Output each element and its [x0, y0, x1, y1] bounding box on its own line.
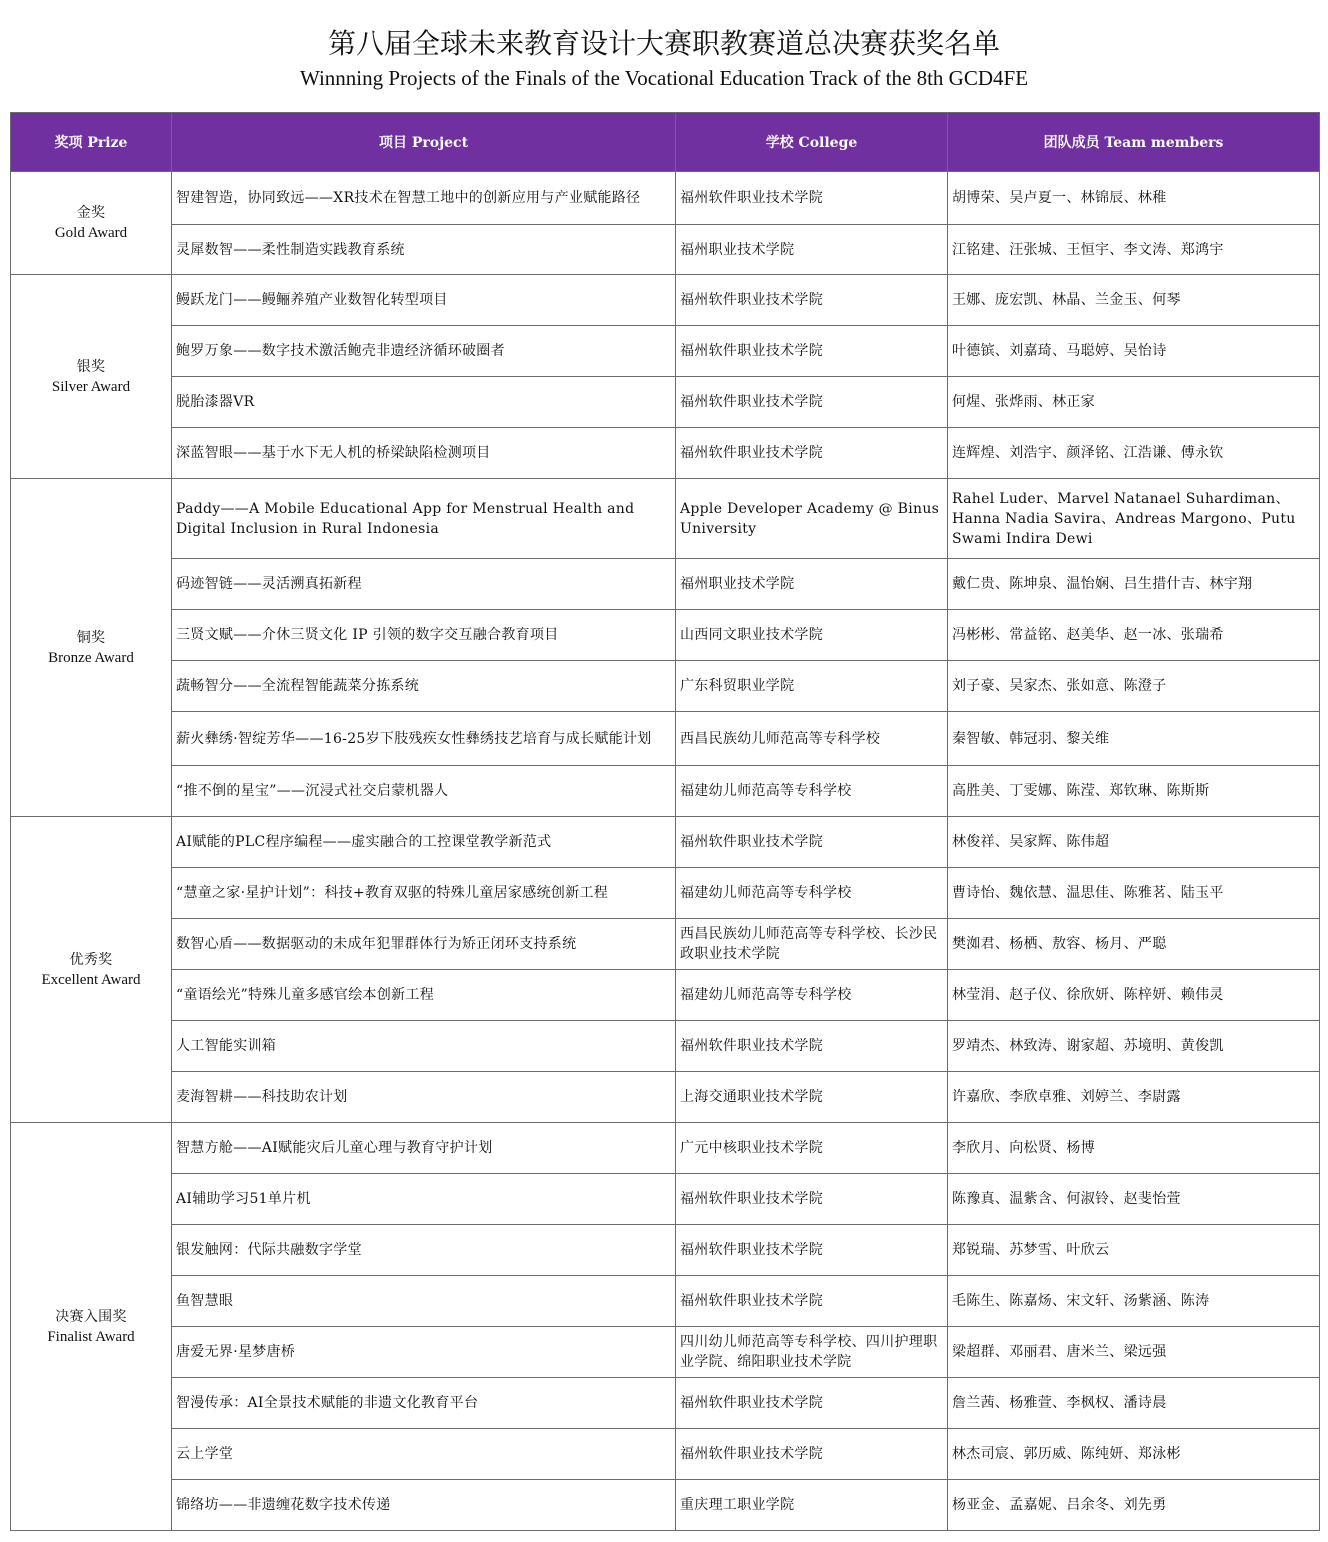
members-cell: 曹诗怡、魏依慧、温思佳、陈雅茗、陆玉平 — [948, 868, 1320, 919]
table-row — [11, 326, 1320, 377]
project-cell: 灵犀数智——柔性制造实践教育系统 — [172, 225, 676, 275]
college-cell: 西昌民族幼儿师范高等专科学校 — [676, 712, 948, 766]
project-cell: 智漫传承：AI全景技术赋能的非遗文化教育平台 — [172, 1378, 676, 1429]
header-row — [11, 113, 1320, 172]
prize-name-en: Silver Award — [51, 378, 131, 395]
college-cell: 重庆理工职业学院 — [676, 1480, 948, 1531]
table-row — [11, 377, 1320, 428]
table-row — [11, 712, 1320, 766]
table-row — [11, 610, 1320, 661]
college-cell: 福建幼儿师范高等专科学校 — [676, 766, 948, 817]
table-row — [11, 172, 1320, 225]
table-row — [11, 1378, 1320, 1429]
college-cell: 福州软件职业技术学院 — [676, 377, 948, 428]
table-row — [11, 661, 1320, 712]
table-row — [11, 766, 1320, 817]
project-cell: 银发触网：代际共融数字学堂 — [172, 1225, 676, 1276]
members-cell: 胡博荣、吴卢夏一、林锦辰、林稚 — [948, 172, 1320, 225]
project-cell: 人工智能实训箱 — [172, 1021, 676, 1072]
prize-name-zh: 铜奖 — [76, 629, 106, 646]
header-college: 学校 College — [676, 113, 948, 172]
members-cell: Rahel Luder、Marvel Natanael Suhardiman、Hanna Nadia Savira、Andreas Margono、Putu Swami Indira Dewi — [948, 479, 1320, 559]
awards-table — [10, 112, 1320, 1531]
project-cell: 唐爱无界·星梦唐桥 — [172, 1327, 676, 1378]
college-cell: 四川幼儿师范高等专科学校、四川护理职业学院、绵阳职业技术学院 — [676, 1327, 948, 1378]
header-project: 项目 Project — [172, 113, 676, 172]
header-prize: 奖项 Prize — [11, 113, 172, 172]
members-cell: 江铭建、汪张城、王恒宇、李文涛、郑鸿宇 — [948, 225, 1320, 275]
college-cell: 福州软件职业技术学院 — [676, 1378, 948, 1429]
members-cell: 毛陈生、陈嘉炀、宋文轩、汤紫涵、陈涛 — [948, 1276, 1320, 1327]
prize-name-zh: 决赛入围奖 — [55, 1308, 127, 1325]
table-row — [11, 1174, 1320, 1225]
members-cell: 李欣月、向松贤、杨博 — [948, 1123, 1320, 1174]
table-row — [11, 275, 1320, 326]
project-cell: AI辅助学习51单片机 — [172, 1174, 676, 1225]
college-cell: 上海交通职业技术学院 — [676, 1072, 948, 1123]
college-cell: 福州软件职业技术学院 — [676, 428, 948, 479]
members-cell: 林莹涓、赵子仪、徐欣妍、陈梓妍、赖伟灵 — [948, 970, 1320, 1021]
project-cell: 智建智造，协同致远——XR技术在智慧工地中的创新应用与产业赋能路径 — [172, 172, 676, 225]
project-cell: AI赋能的PLC程序编程——虚实融合的工控课堂教学新范式 — [172, 817, 676, 868]
college-cell: 福州职业技术学院 — [676, 225, 948, 275]
header-members: 团队成员 Team members — [948, 113, 1320, 172]
college-cell: 福州软件职业技术学院 — [676, 817, 948, 868]
members-cell: 林杰司宸、郭历威、陈纯妍、郑泳彬 — [948, 1429, 1320, 1480]
table-row — [11, 225, 1320, 275]
table-row — [11, 1021, 1320, 1072]
project-cell: 薪火彝绣·智绽芳华——16-25岁下肢残疾女性彝绣技艺培育与成长赋能计划 — [172, 712, 676, 766]
members-cell: 林俊祥、吴家辉、陈伟超 — [948, 817, 1320, 868]
college-cell: 西昌民族幼儿师范高等专科学校、长沙民政职业技术学院 — [676, 919, 948, 970]
members-cell: 罗靖杰、林致涛、谢家超、苏境明、黄俊凯 — [948, 1021, 1320, 1072]
project-cell: 鲍罗万象——数字技术激活鲍壳非遗经济循环破圈者 — [172, 326, 676, 377]
prize-cell — [11, 817, 172, 1123]
table-row — [11, 919, 1320, 970]
college-cell: 福州软件职业技术学院 — [676, 275, 948, 326]
project-cell: “慧童之家·星护计划”：科技+教育双驱的特殊儿童居家感统创新工程 — [172, 868, 676, 919]
prize-cell — [11, 172, 172, 275]
table-row — [11, 1276, 1320, 1327]
table-row — [11, 1072, 1320, 1123]
college-cell: 福州软件职业技术学院 — [676, 1021, 948, 1072]
project-cell: 智慧方舱——AI赋能灾后儿童心理与教育守护计划 — [172, 1123, 676, 1174]
prize-cell — [11, 479, 172, 817]
table-row — [11, 1123, 1320, 1174]
project-cell: 数智心盾——数据驱动的未成年犯罪群体行为矫正闭环支持系统 — [172, 919, 676, 970]
project-cell: 深蓝智眼——基于水下无人机的桥梁缺陷检测项目 — [172, 428, 676, 479]
members-cell: 许嘉欣、李欣卓雅、刘婷兰、李尉露 — [948, 1072, 1320, 1123]
college-cell: 广元中核职业技术学院 — [676, 1123, 948, 1174]
table-row — [11, 1225, 1320, 1276]
table-row — [11, 817, 1320, 868]
members-cell: 高胜美、丁雯娜、陈滢、郑钦琳、陈斯斯 — [948, 766, 1320, 817]
college-cell: 福州软件职业技术学院 — [676, 1174, 948, 1225]
project-cell: “推不倒的星宝”——沉浸式社交启蒙机器人 — [172, 766, 676, 817]
prize-cell — [11, 1123, 172, 1531]
members-cell: 叶德镔、刘嘉琦、马聪婷、吴怡诗 — [948, 326, 1320, 377]
prize-name-en: Gold Award — [54, 225, 128, 241]
college-cell: 福州软件职业技术学院 — [676, 326, 948, 377]
table-header — [11, 113, 1320, 172]
college-cell: 福州软件职业技术学院 — [676, 1225, 948, 1276]
members-cell: 秦智敏、韩冠羽、黎关维 — [948, 712, 1320, 766]
table-row — [11, 1327, 1320, 1378]
members-cell: 杨亚金、孟嘉妮、吕余冬、刘先勇 — [948, 1480, 1320, 1531]
members-cell: 冯彬彬、常益铭、赵美华、赵一冰、张瑞希 — [948, 610, 1320, 661]
project-cell: 蔬畅智分——全流程智能蔬菜分拣系统 — [172, 661, 676, 712]
project-cell: 鱼智慧眼 — [172, 1276, 676, 1327]
college-cell: 福州软件职业技术学院 — [676, 1429, 948, 1480]
prize-name-en: Excellent Award — [41, 971, 141, 988]
table-row — [11, 559, 1320, 610]
college-cell: 福建幼儿师范高等专科学校 — [676, 970, 948, 1021]
prize-name-zh: 金奖 — [76, 205, 106, 221]
members-cell: 何煋、张烨雨、林正家 — [948, 377, 1320, 428]
prize-name-en: Finalist Award — [47, 1328, 135, 1345]
project-cell: Paddy——A Mobile Educational App for Menstrual Health and Digital Inclusion in Rural Indonesia — [172, 479, 676, 559]
college-cell: 福州软件职业技术学院 — [676, 1276, 948, 1327]
college-cell: 广东科贸职业学院 — [676, 661, 948, 712]
table-row — [11, 428, 1320, 479]
table-row — [11, 1429, 1320, 1480]
prize-cell — [11, 275, 172, 479]
table-row — [11, 868, 1320, 919]
members-cell: 戴仁贵、陈坤泉、温怡娴、吕生措什吉、林宇翔 — [948, 559, 1320, 610]
page-subtitle: Winnning Projects of the Finals of the Vocational Education Track of the 8th GCD4FE — [299, 66, 1029, 90]
members-cell: 梁超群、邓丽君、唐米兰、梁远强 — [948, 1327, 1320, 1378]
project-cell: 鳗跃龙门——鳗鲡养殖产业数智化转型项目 — [172, 275, 676, 326]
page-title: 第八届全球未来教育设计大赛职教赛道总决赛获奖名单 — [327, 27, 1000, 60]
members-cell: 刘子豪、吴家杰、张如意、陈澄子 — [948, 661, 1320, 712]
college-cell: 山西同文职业技术学院 — [676, 610, 948, 661]
prize-name-en: Bronze Award — [48, 649, 134, 666]
college-cell: 福建幼儿师范高等专科学校 — [676, 868, 948, 919]
college-cell: Apple Developer Academy @ Binus University — [676, 479, 948, 559]
members-cell: 王娜、庞宏凯、林晶、兰金玉、何琴 — [948, 275, 1320, 326]
members-cell: 詹兰茜、杨雅萱、李枫权、潘诗晨 — [948, 1378, 1320, 1429]
members-cell: 樊洳君、杨栖、敖容、杨月、严聪 — [948, 919, 1320, 970]
project-cell: 码迹智链——灵活溯真拓新程 — [172, 559, 676, 610]
table-row — [11, 1480, 1320, 1531]
members-cell: 郑锐瑞、苏梦雪、叶欣云 — [948, 1225, 1320, 1276]
project-cell: “童语绘光”特殊儿童多感官绘本创新工程 — [172, 970, 676, 1021]
college-cell: 福州软件职业技术学院 — [676, 172, 948, 225]
college-cell: 福州职业技术学院 — [676, 559, 948, 610]
project-cell: 云上学堂 — [172, 1429, 676, 1480]
table-body — [11, 172, 1320, 1531]
project-cell: 麦海智耕——科技助农计划 — [172, 1072, 676, 1123]
project-cell: 锦络坊——非遗缠花数字技术传递 — [172, 1480, 676, 1531]
project-cell: 三贤文赋——介休三贤文化 IP 引领的数字交互融合教育项目 — [172, 610, 676, 661]
members-cell: 连辉煌、刘浩宇、颜泽铭、江浩谦、傅永钦 — [948, 428, 1320, 479]
prize-name-zh: 优秀奖 — [69, 951, 113, 968]
project-cell: 脱胎漆器VR — [172, 377, 676, 428]
table-row — [11, 970, 1320, 1021]
prize-name-zh: 银奖 — [76, 358, 106, 375]
members-cell: 陈豫真、温紫含、何淑铃、赵斐怡萱 — [948, 1174, 1320, 1225]
table-row — [11, 479, 1320, 559]
